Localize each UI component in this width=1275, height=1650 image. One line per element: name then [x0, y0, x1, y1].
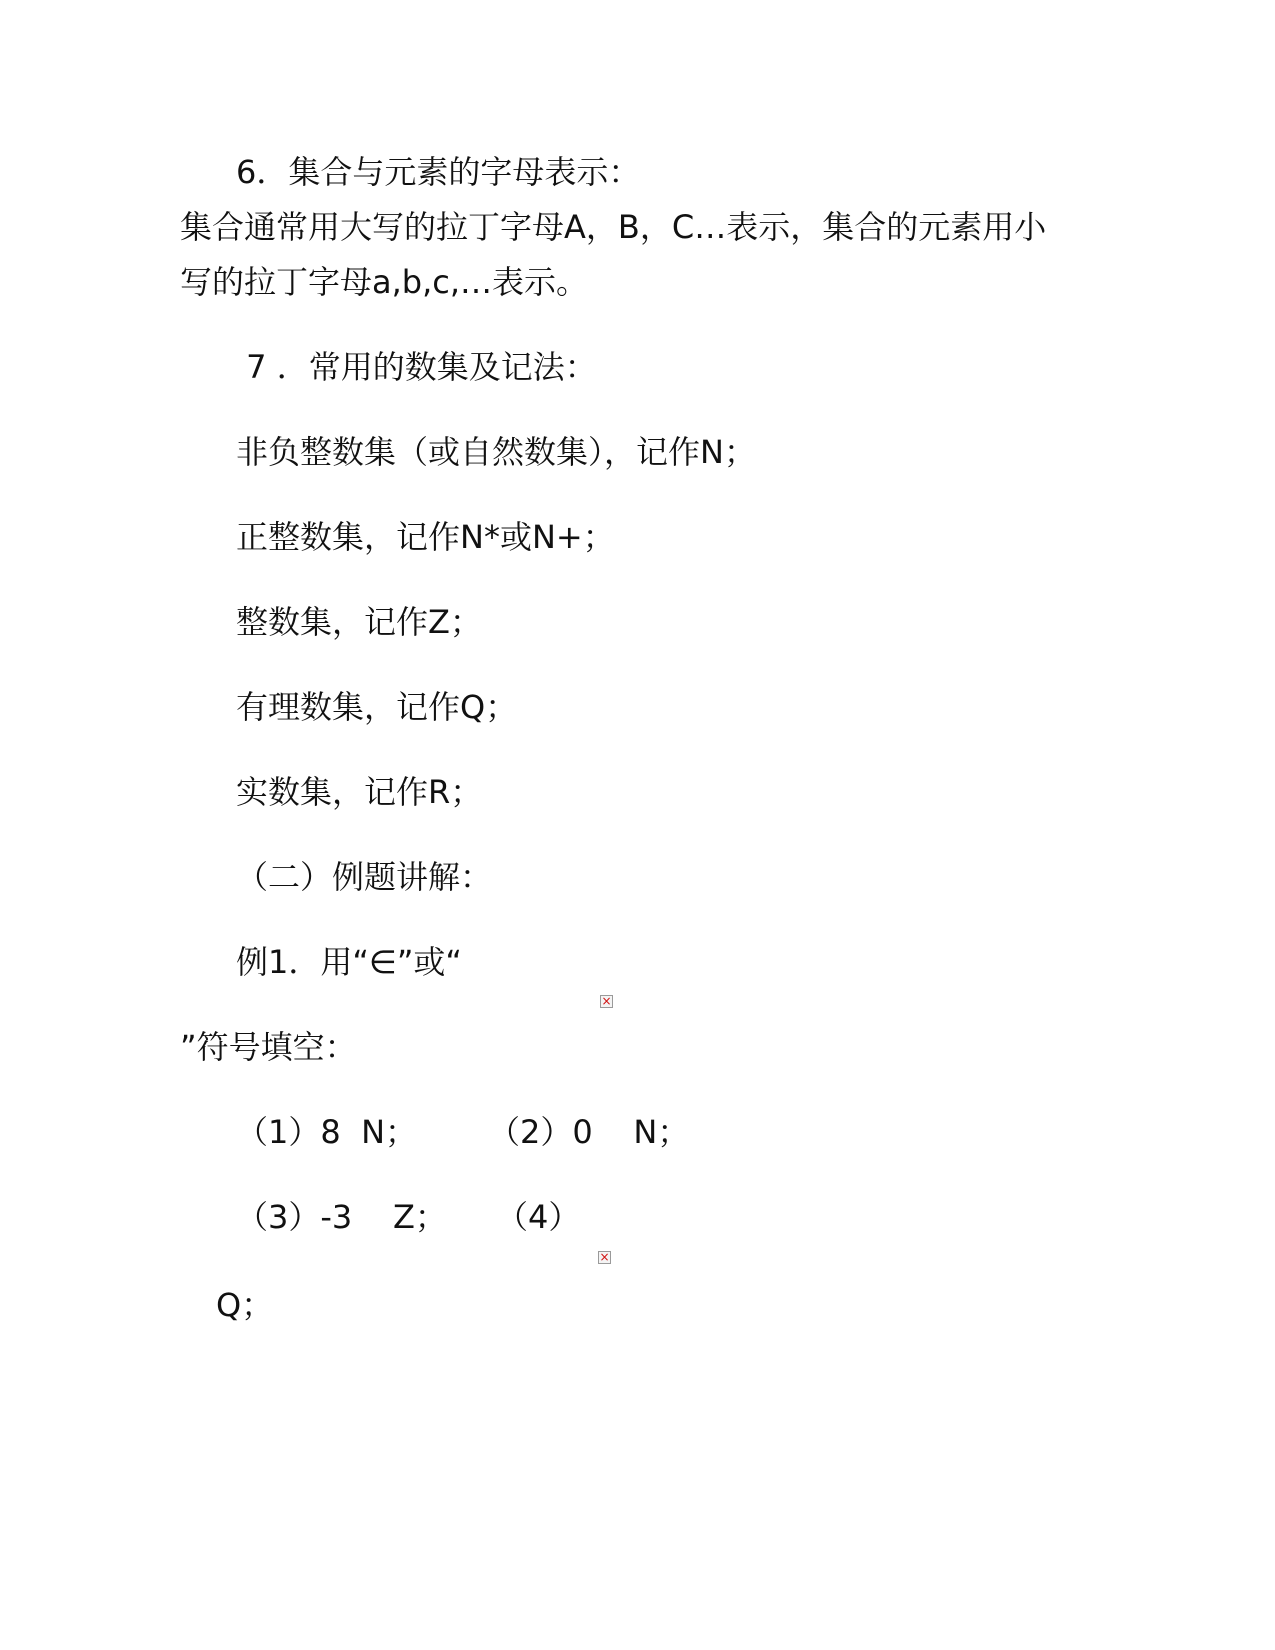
- example1-line2: ”符号填空：: [180, 1028, 357, 1066]
- section6-body-line2: 写的拉丁字母a,b,c,…表示。: [180, 263, 589, 301]
- exercise-4: （4）: [496, 1198, 581, 1236]
- number-set-item: 非负整数集（或自然数集），记作N；: [236, 433, 756, 471]
- exercise-3: （3）-3 Z；: [236, 1198, 447, 1236]
- examples-heading: （二）例题讲解：: [236, 858, 493, 896]
- broken-image-icon: [600, 995, 613, 1008]
- section6-heading: 6．集合与元素的字母表示：: [236, 153, 641, 191]
- section6-body-line1: 集合通常用大写的拉丁字母A，B，C…表示，集合的元素用小: [180, 208, 1047, 246]
- exercise-2: （2）0 N；: [488, 1113, 690, 1151]
- example1-line1: 例1．用“∈”或“: [236, 943, 462, 981]
- broken-image-icon: [598, 1251, 611, 1264]
- exercise-1: （1）8 N；: [236, 1113, 418, 1151]
- section7-heading: 7 ．常用的数集及记法：: [236, 348, 597, 386]
- number-set-item: 整数集，记作Z；: [236, 603, 482, 641]
- number-set-item: 实数集，记作R；: [236, 773, 483, 811]
- number-set-item: 有理数集，记作Q；: [236, 688, 518, 726]
- exercise-4-tail: Q；: [216, 1286, 274, 1324]
- number-set-item: 正整数集，记作N*或N+；: [236, 518, 615, 556]
